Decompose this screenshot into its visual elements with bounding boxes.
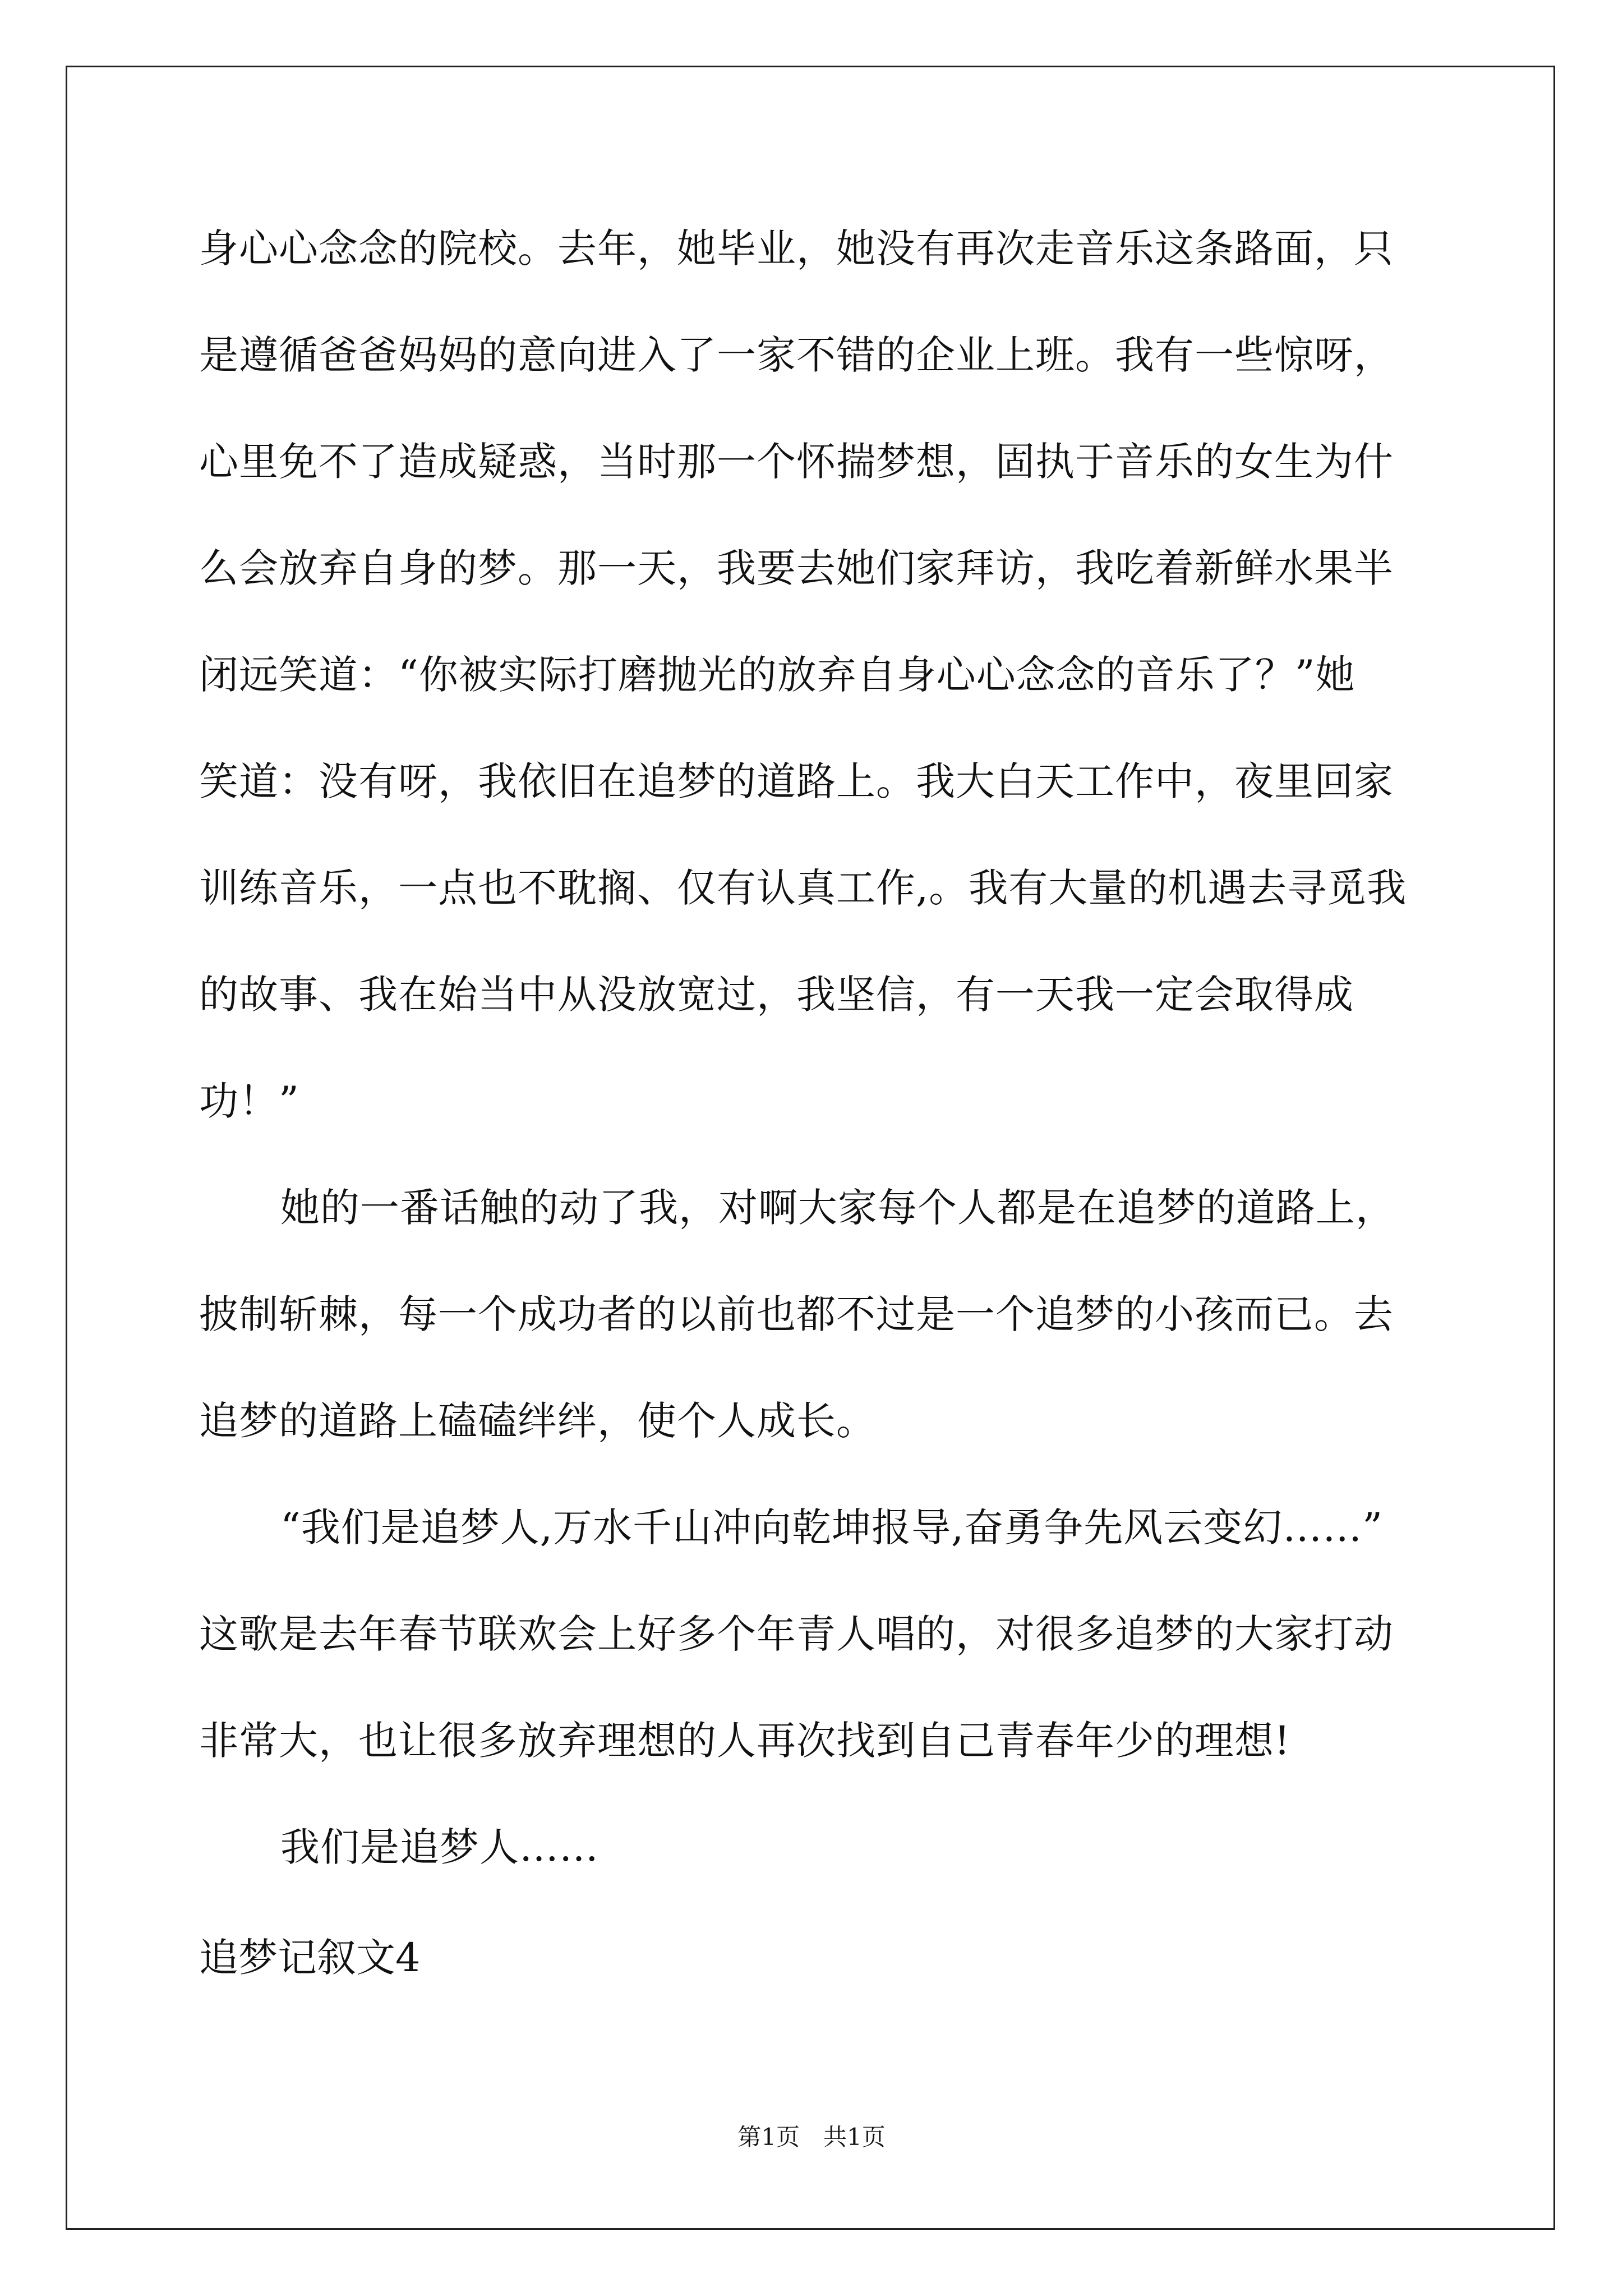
body-line: 这歌是去年春节联欢会上好多个年青人唱的，对很多追梦的大家打动 (199, 1611, 1394, 1657)
body-line: 笑道：没有呀，我依旧在追梦的道路上。我大白天工作中，夜里回家 (199, 758, 1394, 804)
body-line: 训练音乐，一点也不耽搁、仅有认真工作,。我有大量的机遇去寻觅我 (199, 865, 1407, 911)
body-line: 的故事、我在始当中从没放宽过，我坚信，有一天我一定会取得成 (199, 972, 1354, 1018)
body-line: 我们是追梦人…… (280, 1824, 599, 1870)
body-line: 非常大，也让很多放弃理想的人再次找到自己青春年少的理想! (199, 1718, 1291, 1764)
body-line: 身心心念念的院校。去年，她毕业，她没有再次走音乐这条路面，只 (199, 226, 1394, 272)
body-line: “我们是追梦人,万水千山冲向乾坤报导,奋勇争先风云变幻……” (280, 1504, 1384, 1550)
body-line: 她的一番话触的动了我，对啊大家每个人都是在追梦的道路上， (280, 1185, 1395, 1231)
body-line: 功！” (199, 1078, 299, 1124)
page-footer: 第1页 共1页 (737, 2123, 886, 2151)
body-line: 心里免不了造成疑惑，当时那一个怀揣梦想，固执于音乐的女生为什 (199, 439, 1394, 485)
body-line: 追梦的道路上磕磕绊绊，使个人成长。 (199, 1398, 876, 1444)
body-line: 是遵循爸爸妈妈的意向进入了一家不错的企业上班。我有一些惊呀， (199, 332, 1394, 378)
body-line: 闭远笑道：“你被实际打磨抛光的放弃自身心心念念的音乐了？”她 (199, 652, 1355, 698)
body-line: 披制斩棘，每一个成功者的以前也都不过是一个追梦的小孩而已。去 (199, 1291, 1394, 1337)
page-border (66, 66, 1555, 2230)
body-line: 么会放弃自身的梦。那一天，我要去她们家拜访，我吃着新鲜水果半 (199, 545, 1394, 591)
section-heading: 追梦记叙文4 (199, 1935, 421, 1981)
